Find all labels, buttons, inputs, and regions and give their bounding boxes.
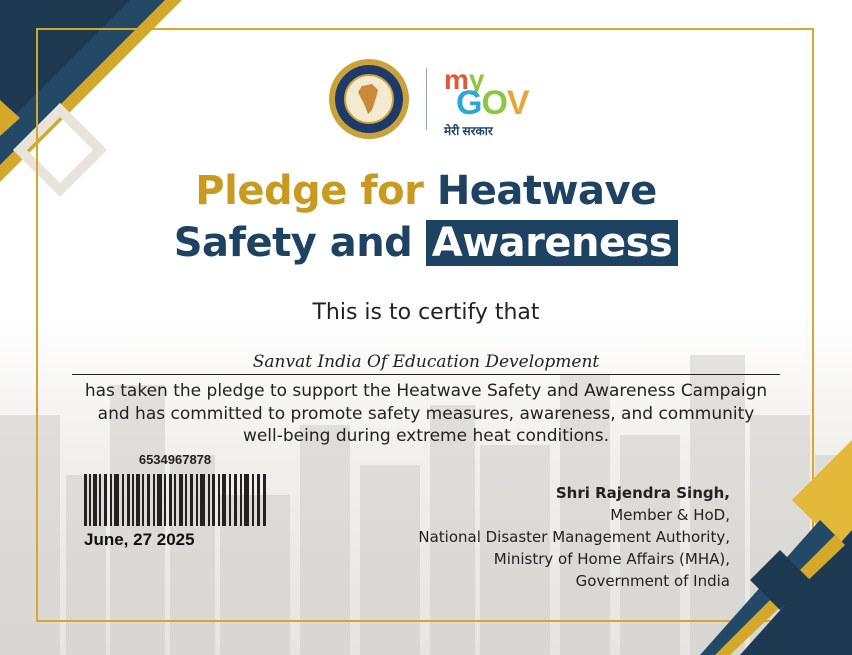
signatory-org: National Disaster Management Authority, <box>418 528 730 546</box>
title-pledge-for: Pledge for <box>195 168 424 214</box>
title-heatwave: Heatwave <box>436 168 657 214</box>
mygov-my-text: my <box>444 64 485 95</box>
body-line-2: and has committed to promote safety measures, awareness, and community <box>97 403 755 424</box>
title-line-1 <box>0 168 852 214</box>
signatory-name: Shri Rajendra Singh, <box>555 484 730 502</box>
logo-divider <box>426 68 427 130</box>
ndma-seal-icon <box>328 58 410 140</box>
signatory-ministry: Ministry of Home Affairs (MHA), <box>493 550 730 568</box>
title-awareness-highlight: Awareness <box>426 220 678 266</box>
title-safety-and: Safety and <box>173 220 413 266</box>
body-line-1: has taken the pledge to support the Heatwave Safety and Awareness Campaign <box>84 381 768 401</box>
pledge-body-text <box>72 380 780 448</box>
body-line-3: well-being during extreme heat conditions. <box>242 426 610 446</box>
barcode-number: 6534967878 <box>138 452 212 467</box>
signatory-title: Member & HoD, <box>610 506 730 524</box>
recipient-name: Sanvat India Of Education Development <box>252 352 600 372</box>
mygov-tagline: मेरी सरकार <box>444 124 493 138</box>
signatory-block <box>418 482 730 592</box>
signatory-government: Government of India <box>575 572 730 590</box>
certificate-date: June, 27 2025 <box>84 530 195 549</box>
title-line-2 <box>0 220 852 266</box>
mygov-gov-text: GOV <box>456 84 529 122</box>
certify-text: This is to certify that <box>312 300 540 325</box>
mygov-logo <box>440 66 530 136</box>
logo-group <box>328 56 528 142</box>
barcode-icon <box>84 474 266 526</box>
recipient-underline <box>72 374 780 375</box>
